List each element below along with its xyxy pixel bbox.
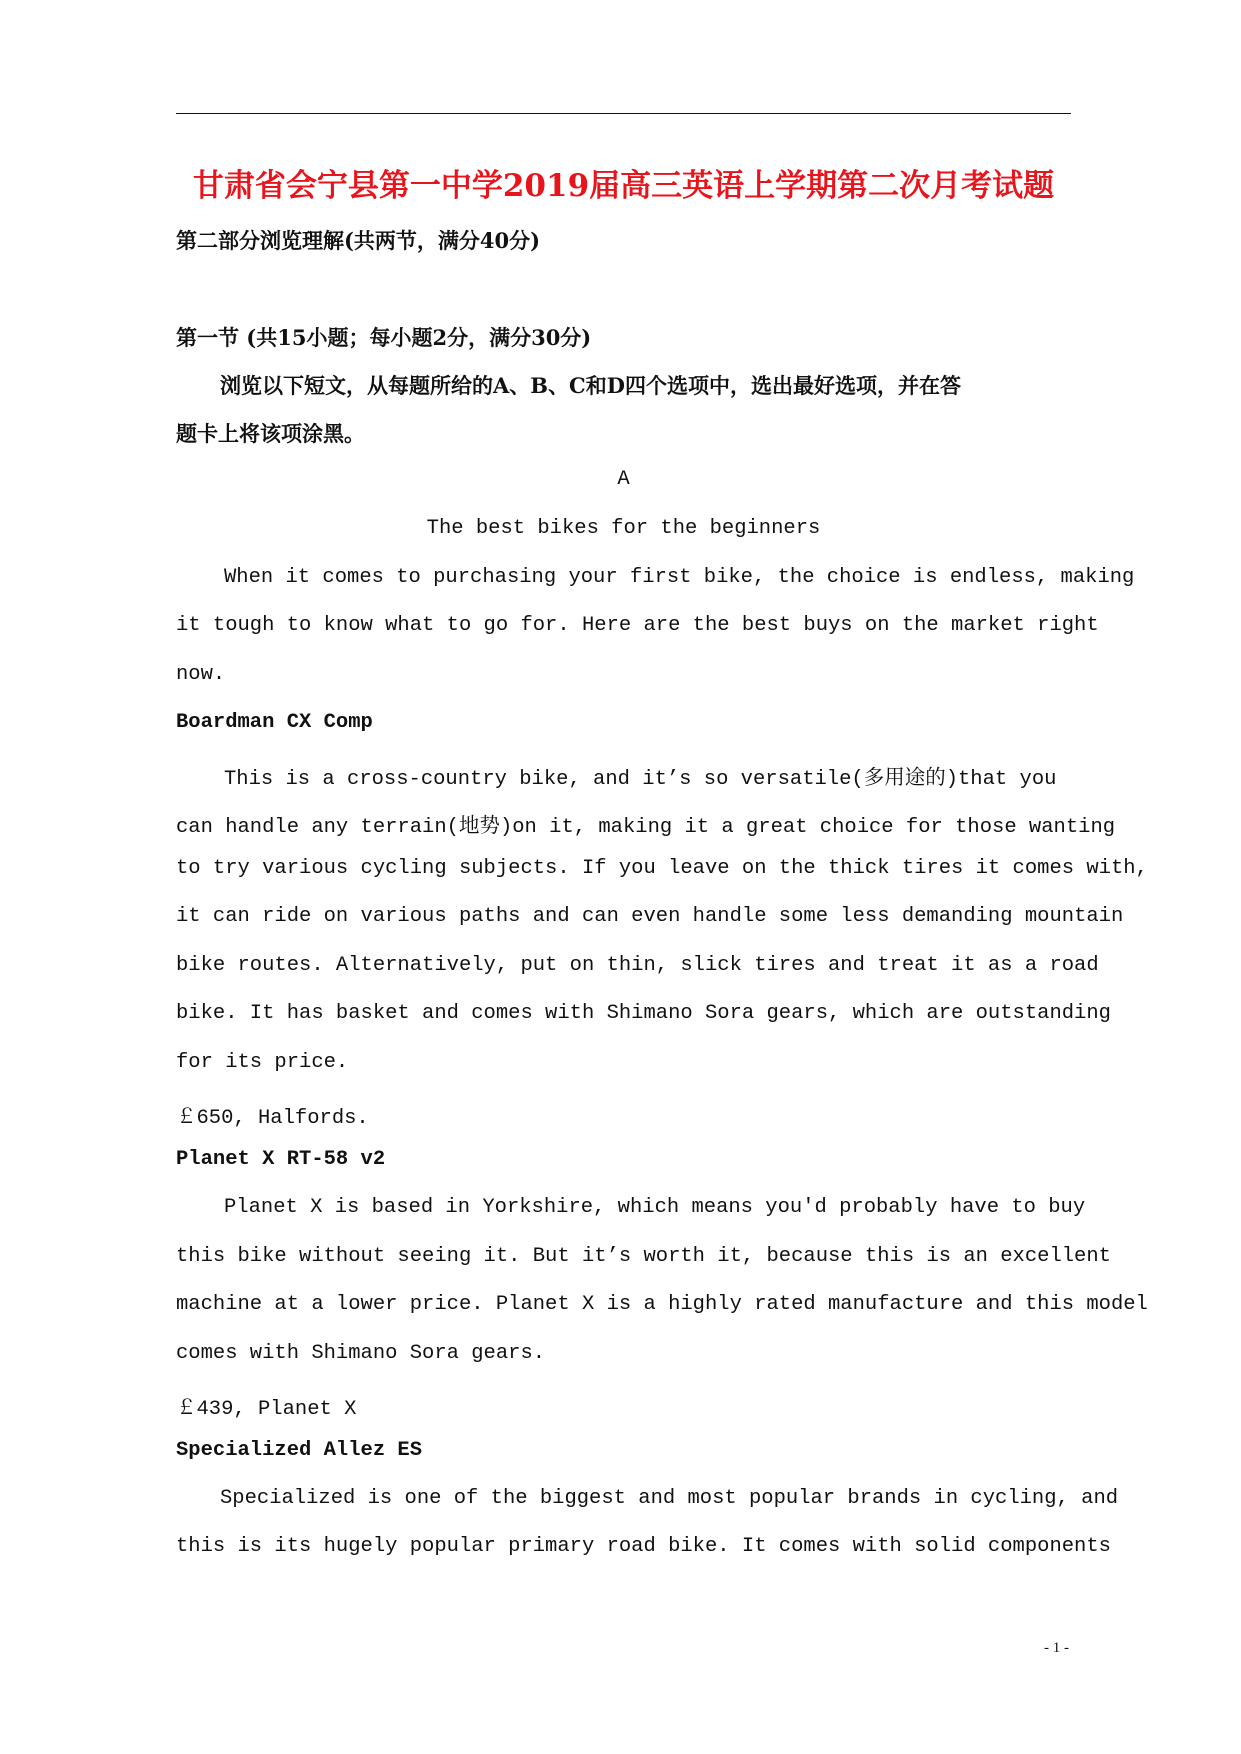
intro-line: it tough to know what to go for. Here are the best buys on the market right xyxy=(176,614,1099,637)
bike-price: ￡650, Halfords. xyxy=(176,1107,369,1130)
exam-title: 甘肃省会宁县第一中学2019届高三英语上学期第二次月考试题 xyxy=(192,168,1055,204)
bike-text-line: can handle any terrain(地势)on it, making it a great choice for those wanting xyxy=(176,816,1116,839)
bike-price: ￡439, Planet X xyxy=(176,1398,357,1421)
bike-text-line: Planet X is based in Yorkshire, which means you'd probably have to buy xyxy=(224,1196,1086,1219)
bike-text-line: to try various cycling subjects. If you leave on the thick tires it comes with, xyxy=(176,857,1148,880)
bike-text-line: bike. It has basket and comes with Shimano Sora gears, which are outstanding xyxy=(176,1002,1111,1025)
bike-text-line: machine at a lower price. Planet X is a highly rated manufacture and this model xyxy=(176,1293,1148,1316)
intro-line: When it comes to purchasing your first bike, the choice is endless, making xyxy=(224,566,1135,589)
bike-text-line: it can ride on various paths and can even handle some less demanding mountain xyxy=(176,905,1124,928)
bike-heading: Boardman CX Comp xyxy=(176,711,373,734)
passage-letter: A xyxy=(617,468,630,491)
bike-text-line: bike routes. Alternatively, put on thin, slick tires and treat it as a road xyxy=(176,954,1099,977)
bike-text-line: Specialized is one of the biggest and most popular brands in cycling, and xyxy=(220,1487,1119,1510)
section-heading: 第二部分浏览理解(共两节，满分40分) xyxy=(176,228,541,253)
passage-title: The best bikes for the beginners xyxy=(426,517,821,540)
page-number: - 1 - xyxy=(1044,1640,1069,1656)
intro-line: now. xyxy=(176,663,226,686)
bike-text-line: this bike without seeing it. But it’s worth it, because this is an excellent xyxy=(176,1245,1111,1268)
bike-heading: Specialized Allez ES xyxy=(176,1439,423,1462)
subsection-heading: 第一节 (共15小题；每小题2分，满分30分) xyxy=(176,325,592,350)
bike-text-line: for its price. xyxy=(176,1051,349,1074)
bike-text-line: this is its hugely popular primary road bike. It comes with solid components xyxy=(176,1535,1111,1558)
bike-text-line: comes with Shimano Sora gears. xyxy=(176,1342,546,1365)
instruction-line-2: 题卡上将该项涂黑。 xyxy=(176,421,365,446)
instruction-line-1: 浏览以下短文，从每题所给的A、B、C和D四个选项中，选出最好选项，并在答 xyxy=(220,373,961,398)
bike-text-line: This is a cross-country bike, and it’s so versatile(多用途的)that you xyxy=(224,768,1057,791)
bike-heading: Planet X RT-58 v2 xyxy=(176,1148,386,1171)
header-rule xyxy=(176,113,1071,114)
